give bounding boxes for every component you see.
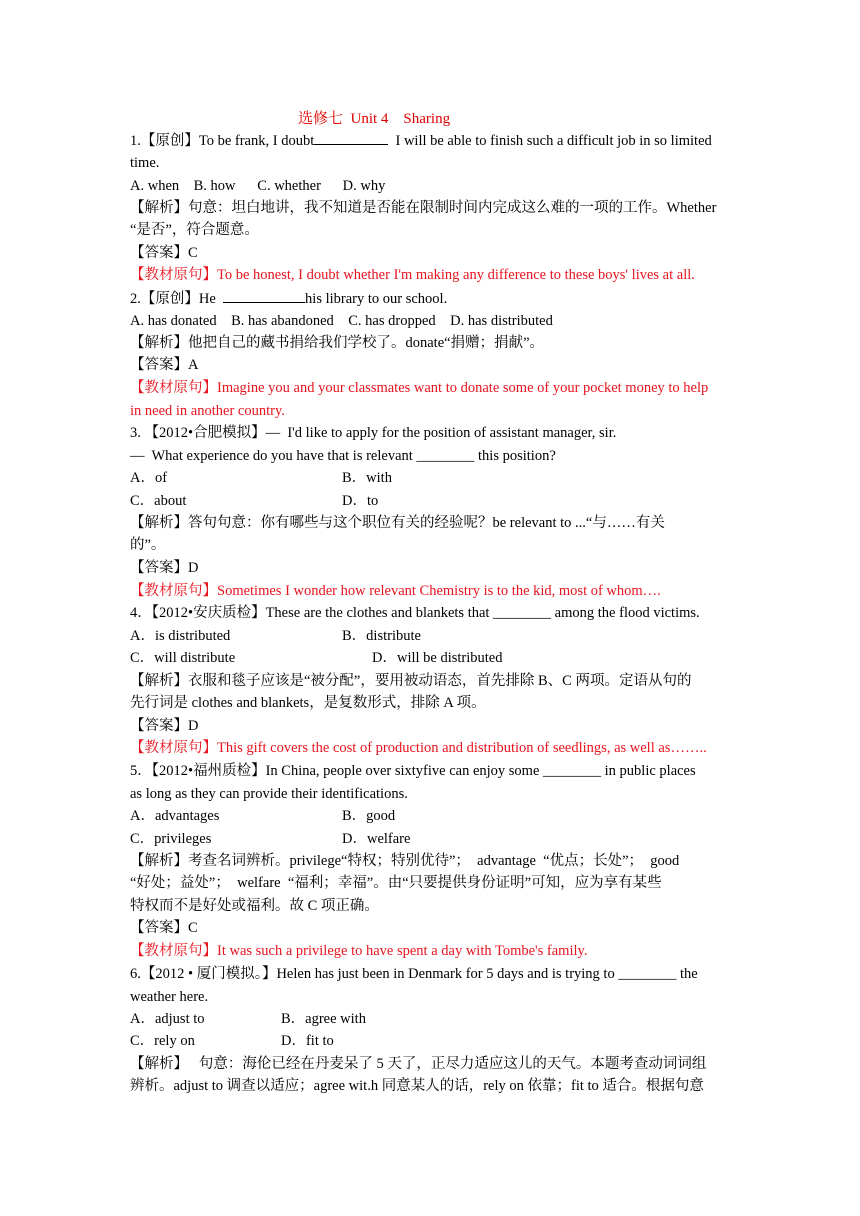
q6-analysis-1: 【解析】 句意：海伦已经在丹麦呆了 5 天了，正尽力适应这儿的天气。本题考查动词词组 xyxy=(130,1056,707,1072)
q5-option-d: D．welfare xyxy=(342,831,411,847)
q5-option-b: B．good xyxy=(342,808,396,824)
q3-option-a: A．of xyxy=(130,470,168,486)
q4-analysis-2: 先行词是 clothes and blankets，是复数形式，排除 A 项。 xyxy=(130,695,486,711)
q2-source xyxy=(130,378,708,398)
q3-stem: 3. 【2012•合肥模拟】— I'd like to apply for the position of assistant manager, sir. xyxy=(130,425,617,441)
q3-option-c: C．about xyxy=(130,493,187,509)
q3-option-b: B．with xyxy=(342,470,392,486)
q1-options: A. when B. how C. whether D. why xyxy=(130,178,386,194)
q1-source xyxy=(130,265,695,285)
q2-source-text: Imagine you and your classmates want to donate some of your pocket money to help xyxy=(217,380,709,396)
q3-option-d: D．to xyxy=(342,493,379,509)
q1-blank xyxy=(314,130,388,145)
q6-option-d: D．fit to xyxy=(281,1033,334,1049)
q1-stem-start: 1.【原创】To be frank, I doubt xyxy=(130,133,315,149)
q1-analysis-2: “是否”，符合题意。 xyxy=(130,222,259,238)
q1-analysis-1: 【解析】句意：坦白地讲，我不知道是否能在限制时间内完成这么难的一项的工作。Whether xyxy=(130,200,717,216)
q3-source-text: Sometimes I wonder how relevant Chemistry is to the kid, most of whom…. xyxy=(217,583,661,599)
q4-source-text: This gift covers the cost of production and distribution of seedlings, as well as…….. xyxy=(217,740,707,756)
q6-option-a: A．adjust to xyxy=(130,1011,205,1027)
q6-option-c: C．rely on xyxy=(130,1033,195,1049)
q2-options: A. has donated B. has abandoned C. has dropped D. has distributed xyxy=(130,313,553,329)
q5-source-label: 【教材原句】 xyxy=(130,943,217,959)
q2-analysis-1: 【解析】他把自己的藏书捐给我们学校了。donate“捐赠；捐献”。 xyxy=(130,335,545,351)
q4-option-d: D．will be distributed xyxy=(372,650,503,666)
q4-answer: 【答案】D xyxy=(130,718,199,734)
q2-stem xyxy=(130,288,447,309)
page-title: 选修七 Unit 4 Sharing xyxy=(298,111,451,127)
q6-stem-cont: weather here. xyxy=(130,989,209,1005)
q4-source xyxy=(130,738,707,758)
q4-source-label: 【教材原句】 xyxy=(130,740,217,756)
q5-analysis-1: 【解析】考查名词辨析。privilege“特权；特别优待”； advantage “优点；长处”； good xyxy=(130,853,680,869)
q2-stem-start: 2.【原创】He xyxy=(130,291,224,307)
q4-option-a: A．is distributed xyxy=(130,628,231,644)
q2-stem-end: his library to our school. xyxy=(305,291,448,307)
q1-stem-cont: time. xyxy=(130,155,160,171)
q2-source-cont: in need in another country. xyxy=(130,403,285,419)
q2-answer: 【答案】A xyxy=(130,357,199,373)
q1-stem xyxy=(130,130,712,151)
q1-source-label: 【教材原句】 xyxy=(130,267,217,283)
q4-analysis-1: 【解析】衣服和毯子应该是“被分配”，要用被动语态，首先排除 B、C 两项。定语从句的 xyxy=(130,673,692,689)
q6-analysis-2: 辨析。adjust to 调查以适应；agree wit.h 同意某人的话，rely on 依靠；fit to 适合。根据句意 xyxy=(130,1078,704,1094)
q6-option-b: B．agree with xyxy=(281,1011,366,1027)
q3-answer: 【答案】D xyxy=(130,560,199,576)
q5-source-text: It was such a privilege to have spent a day with Tombe's family. xyxy=(217,943,588,959)
q3-source xyxy=(130,581,661,601)
q3-analysis-2: 的”。 xyxy=(130,537,166,553)
q5-option-c: C．privileges xyxy=(130,831,212,847)
q5-option-a: A．advantages xyxy=(130,808,220,824)
q4-option-c: C．will distribute xyxy=(130,650,236,666)
q1-source-text: To be honest, I doubt whether I'm making any difference to these boys' lives at all. xyxy=(217,267,695,283)
q1-stem-end: I will be able to finish such a difficult job in so limited xyxy=(388,133,712,149)
q3-source-label: 【教材原句】 xyxy=(130,583,217,599)
q5-stem: 5．【2012•福州质检】In China, people over sixtyfive can enjoy some ________ in public places xyxy=(130,763,696,779)
q5-source xyxy=(130,941,587,961)
q3-analysis-1: 【解析】答句句意：你有哪些与这个职位有关的经验呢？be relevant to ...“与……有关 xyxy=(130,515,665,531)
q5-stem-cont: as long as they can provide their identifications. xyxy=(130,786,408,802)
q5-answer: 【答案】C xyxy=(130,920,198,936)
q2-blank xyxy=(223,288,305,303)
q2-source-label: 【教材原句】 xyxy=(130,380,217,396)
q3-stem-cont: — What experience do you have that is relevant ________ this position? xyxy=(130,448,556,464)
q4-stem: 4．【2012•安庆质检】These are the clothes and blankets that ________ among the flood victims. xyxy=(130,605,700,621)
q5-analysis-3: 特权而不是好处或福利。故 C 项正确。 xyxy=(130,898,379,914)
q4-option-b: B．distribute xyxy=(342,628,421,644)
q6-stem: 6.【2012 • 厦门模拟。】Helen has just been in Denmark for 5 days and is trying to ________ the xyxy=(130,966,698,982)
q5-analysis-2: “好处；益处”； welfare “福利；幸福”。由“只要提供身份证明”可知，应为享有某些 xyxy=(130,875,662,891)
q1-answer: 【答案】C xyxy=(130,245,198,261)
